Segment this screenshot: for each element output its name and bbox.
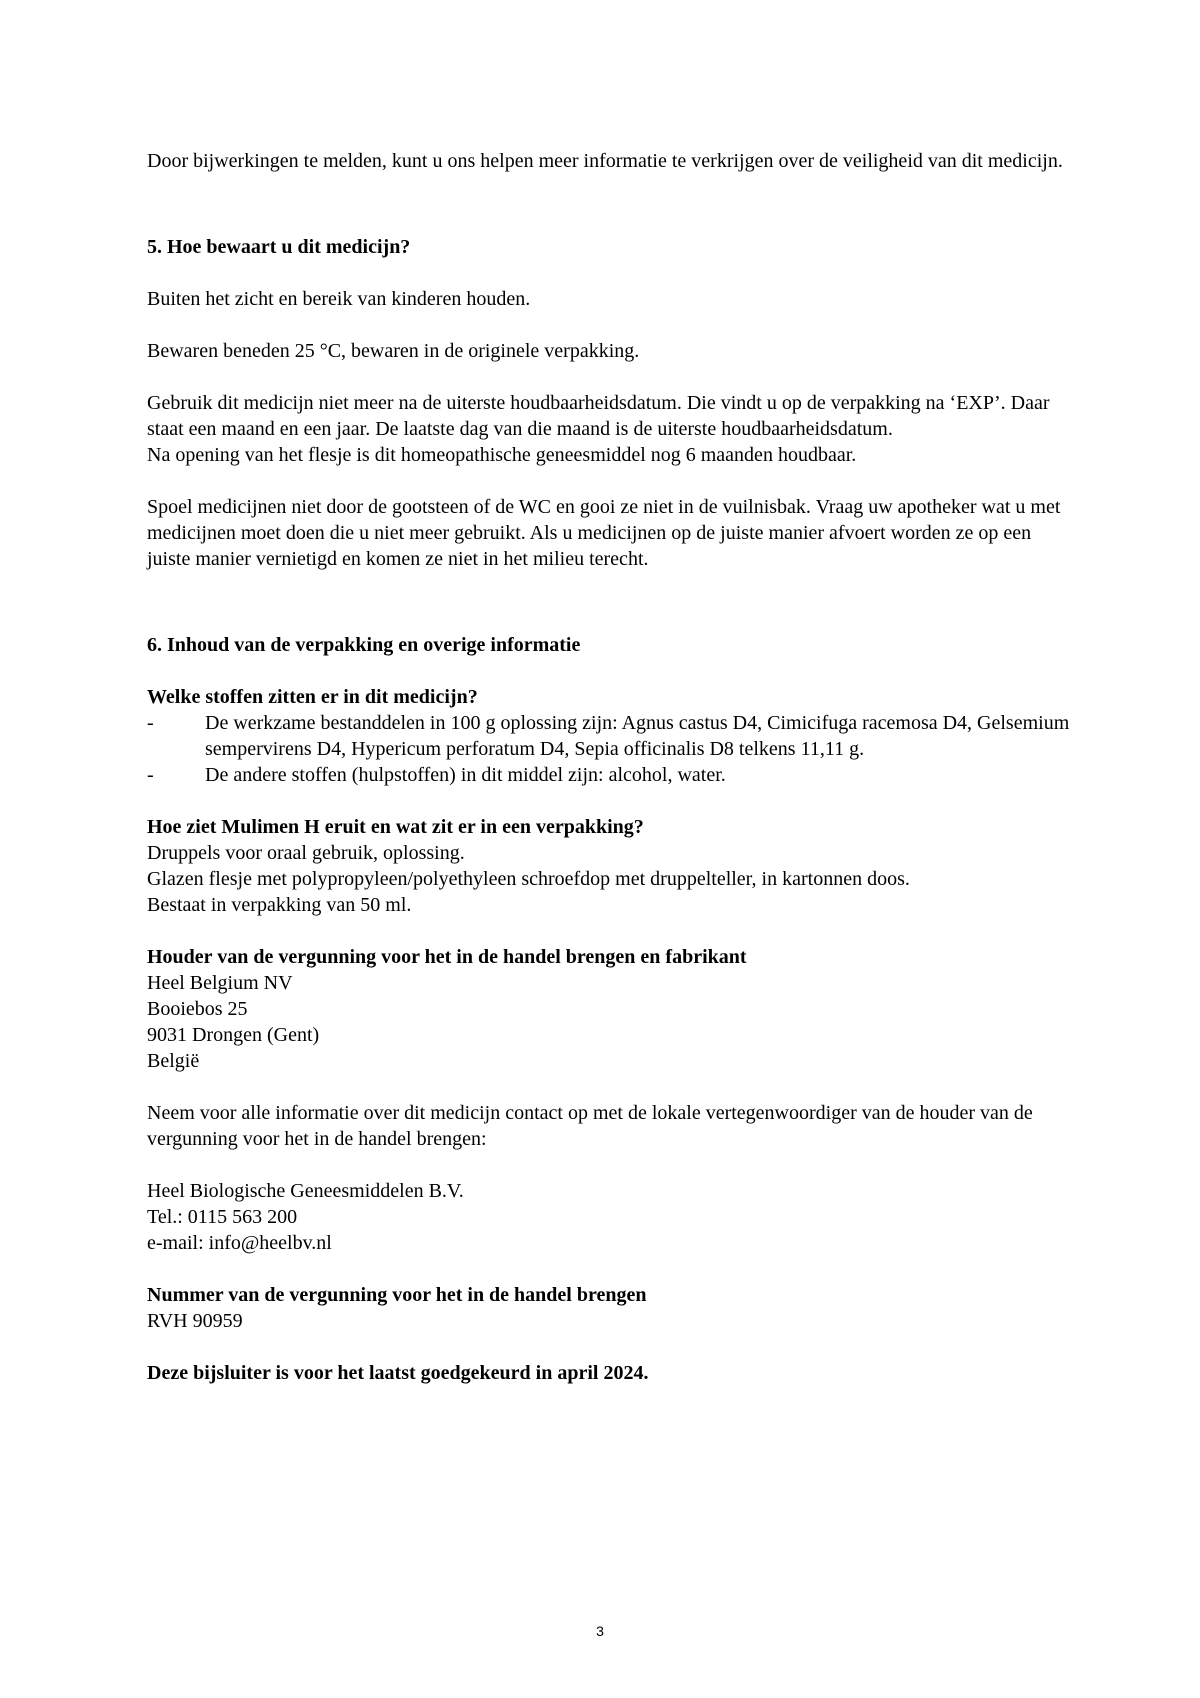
substances-list xyxy=(147,710,1077,788)
spacer xyxy=(147,1074,1077,1100)
spacer xyxy=(147,918,1077,944)
list-item-text: De werkzame bestanddelen in 100 g oplossing zijn: Agnus castus D4, Cimicifuga racemosa D4, Gelsemium sempervirens D4, Hypericum perforatum D4, Sepia officinalis D8 telkens 11,11 g. xyxy=(205,712,1070,760)
storage-paragraph-3: Gebruik dit medicijn niet meer na de uiterste houdbaarheidsdatum. Die vindt u op de verpakking na ‘EXP’. Daar staat een maand en een jaar. De laatste dag van die maand is de uiterste houdbaarheidsdatum. xyxy=(147,392,1050,440)
license-heading: Nummer van de vergunning voor het in de handel brengen xyxy=(147,1284,647,1306)
spacer xyxy=(147,1152,1077,1178)
storage-paragraph-4: Spoel medicijnen niet door de gootsteen of de WC en gooi ze niet in de vuilnisbak. Vraag uw apotheker wat u met medicijnen moet doen die u niet meer gebruikt. Als u medicijnen op de juiste manier afvoert worden ze op een juiste manier vernietigd en komen ze niet in het milieu terecht. xyxy=(147,496,1061,570)
intro-paragraph: Door bijwerkingen te melden, kunt u ons helpen meer informatie te verkrijgen over de veiligheid van dit medicijn. xyxy=(147,150,1063,172)
spacer xyxy=(147,572,1077,632)
holder-line: 9031 Drongen (Gent) xyxy=(147,1024,320,1046)
spacer xyxy=(147,788,1077,814)
appearance-heading: Hoe ziet Mulimen H eruit en wat zit er in een verpakking? xyxy=(147,816,644,838)
spacer xyxy=(147,1334,1077,1360)
approval-date: Deze bijsluiter is voor het laatst goedgekeurd in april 2024. xyxy=(147,1362,649,1384)
storage-paragraph-2: Bewaren beneden 25 °C, bewaren in de originele verpakking. xyxy=(147,340,640,362)
spacer xyxy=(147,1256,1077,1282)
storage-paragraph-1: Buiten het zicht en bereik van kinderen houden. xyxy=(147,288,531,310)
list-dash: - xyxy=(147,712,154,734)
storage-paragraph-3-cont: Na opening van het flesje is dit homeopathische geneesmiddel nog 6 maanden houdbaar. xyxy=(147,444,857,466)
spacer xyxy=(147,174,1077,234)
representative-line: e-mail: info@heelbv.nl xyxy=(147,1232,332,1254)
spacer xyxy=(147,468,1077,494)
spacer xyxy=(147,312,1077,338)
appearance-line: Druppels voor oraal gebruik, oplossing. xyxy=(147,842,465,864)
list-item xyxy=(147,762,1077,788)
substances-heading: Welke stoffen zitten er in dit medicijn? xyxy=(147,686,478,708)
representative-line: Tel.: 0115 563 200 xyxy=(147,1206,298,1228)
license-number: RVH 90959 xyxy=(147,1310,243,1332)
appearance-line: Glazen flesje met polypropyleen/polyethyleen schroefdop met druppelteller, in kartonnen doos. xyxy=(147,868,910,890)
holder-line: Booiebos 25 xyxy=(147,998,248,1020)
list-dash: - xyxy=(147,764,154,786)
list-item-text: De andere stoffen (hulpstoffen) in dit middel zijn: alcohol, water. xyxy=(205,764,726,786)
page-number: 3 xyxy=(596,1623,604,1639)
holder-line: Heel Belgium NV xyxy=(147,972,293,994)
holder-heading: Houder van de vergunning voor het in de handel brengen en fabrikant xyxy=(147,946,747,968)
list-item xyxy=(147,710,1077,762)
section-5-heading: 5. Hoe bewaart u dit medicijn? xyxy=(147,236,411,258)
spacer xyxy=(147,364,1077,390)
section-6-heading: 6. Inhoud van de verpakking en overige informatie xyxy=(147,634,581,656)
spacer xyxy=(147,260,1077,286)
contact-intro: Neem voor alle informatie over dit medicijn contact op met de lokale vertegenwoordiger van de houder van de vergunning voor het in de handel brengen: xyxy=(147,1102,1033,1150)
appearance-line: Bestaat in verpakking van 50 ml. xyxy=(147,894,412,916)
representative-line: Heel Biologische Geneesmiddelen B.V. xyxy=(147,1180,464,1202)
spacer xyxy=(147,658,1077,684)
page-content xyxy=(147,148,1077,1386)
holder-line: België xyxy=(147,1050,200,1072)
